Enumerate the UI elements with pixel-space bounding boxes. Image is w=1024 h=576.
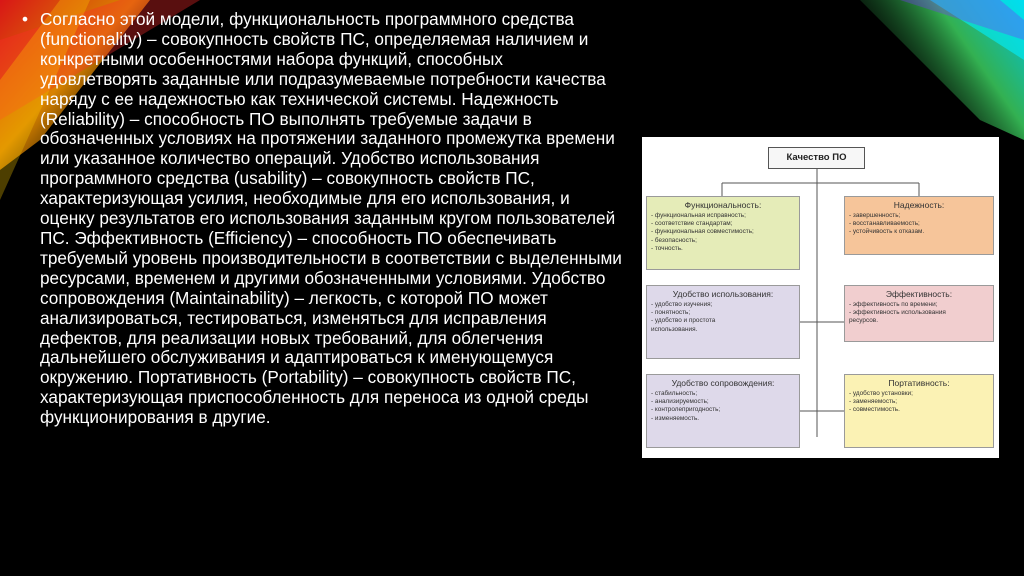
- usability-item: - понятность;: [651, 309, 691, 317]
- body-text-block: [22, 10, 622, 428]
- functionality-box: [646, 196, 800, 270]
- functionality-item: - соответствие стандартам;: [651, 220, 733, 228]
- root-node: Качество ПО: [768, 147, 865, 169]
- usability-item: - удобство и простота: [651, 317, 716, 325]
- efficiency-box: [844, 285, 994, 342]
- functionality-title: Функциональность:: [684, 200, 762, 210]
- functionality-item: - функциональная исправность;: [651, 212, 746, 219]
- portability-item: - удобство установки;: [849, 390, 913, 397]
- portability-item: - совместимость.: [849, 406, 900, 414]
- maintainability-item: - анализируемость;: [651, 398, 709, 406]
- reliability-item: - восстанавливаемость;: [849, 220, 920, 228]
- functionality-item: - функциональная совместимость;: [651, 228, 754, 236]
- maintainability-item: - контролепригодность;: [651, 406, 721, 414]
- usability-box: [646, 285, 800, 359]
- reliability-item: - завершенность;: [849, 212, 901, 219]
- portability-box: [844, 374, 994, 448]
- portability-title: Портативность:: [888, 378, 950, 388]
- efficiency-title: Эффективность:: [885, 289, 953, 299]
- efficiency-item: - эффективность использования: [849, 309, 946, 317]
- functionality-item: - безопасность;: [651, 236, 697, 244]
- reliability-box: [844, 196, 994, 255]
- usability-item: - удобство изучения;: [651, 301, 713, 308]
- bullet-marker: •: [22, 9, 29, 29]
- functionality-item: - точность.: [651, 244, 683, 252]
- maintainability-item: - изменяемость.: [651, 414, 700, 422]
- usability-title: Удобство использования:: [672, 289, 774, 299]
- efficiency-item: - эффективность по времени;: [849, 301, 938, 308]
- efficiency-item: ресурсов.: [849, 317, 878, 325]
- maintainability-title: Удобство сопровождения:: [671, 378, 775, 388]
- quality-model-diagram: [642, 137, 999, 458]
- reliability-item: - устойчивость к отказам.: [849, 228, 925, 236]
- maintainability-item: - стабильность;: [651, 390, 698, 397]
- portability-item: - заменяемость;: [849, 398, 898, 406]
- quality-model-paragraph: Согласно этой модели, функциональность программного средства (functionality) – совокупность свойств ПС, определяемая наличием и конкретными особенностями набора функций, способных удовлетворять заданные или подразумеваемые потребности качества наряду с ее надежностью как технической системы. Надежность (Reliability) – способность ПО выполнять требуемые задачи в обозначенных условиях на протяжении заданного промежутка времени или указанное количество операций. Удобство использования программного средства (usability) – совокупность свойств ПС, характеризующая усилия, необходимые для его использования, и оценку результатов его использования заданным кругом пользователей ПС. Эффективность (Efficiency) – способность ПО обеспечивать требуемый уровень производительности в соответствии с выделенными ресурсами, временем и другими обозначенными условиями. Удобство сопровождения (Maintainability) – легкость, с которой ПО может анализироваться, тестироваться, изменяться для исправления дефектов, для реализации новых требований, для облегчения дальнейшего обслуживания и адаптироваться к именующемуся окружению. Портативность (Portability) – совокупность свойств ПС, характеризующая приспособленность для переноса из одной среды функционирования в другие.: [40, 9, 622, 428]
- usability-item: использования.: [651, 325, 698, 333]
- reliability-title: Надежность:: [893, 200, 945, 210]
- maintainability-box: [646, 374, 800, 448]
